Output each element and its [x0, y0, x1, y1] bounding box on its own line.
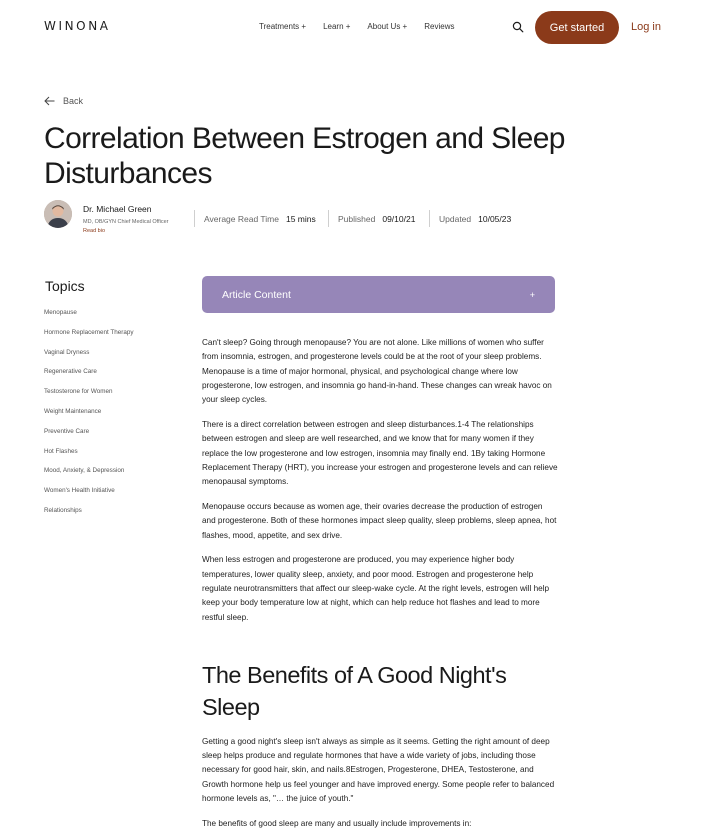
login-link[interactable]: Log in [631, 21, 661, 33]
published-label: Published [338, 214, 376, 224]
updated-date [439, 214, 511, 224]
published-date [338, 214, 415, 224]
author-name[interactable]: Dr. Michael Green [83, 204, 152, 214]
topic-hormone-replacement-therapy[interactable]: Hormone Replacement Therapy [44, 328, 134, 336]
read-time [204, 214, 316, 224]
topic-regenerative-care[interactable]: Regenerative Care [44, 368, 97, 376]
main-nav [259, 22, 454, 31]
page-title: Correlation Between Estrogen and Sleep Disturbances [44, 122, 565, 190]
topics-title: Topics [45, 278, 85, 294]
article-paragraph: When less estrogen and progesterone are produced, you may experience higher body temperatures, lower quality sleep, anxiety, and poor mood. Estrogen and progesterone help regulate neurotransmitters that affect our sleep-wake cycle. At the right levels, estrogen will help keep your body temperature low at night, which can help reduce hot flashes and lead to more restful sleep. [202, 555, 550, 622]
published-value: 09/10/21 [382, 214, 416, 224]
article-content-accordion[interactable] [202, 276, 555, 313]
get-started-button[interactable]: Get started [535, 11, 619, 44]
topic-testosterone-for-women[interactable]: Testosterone for Women [44, 388, 113, 396]
meta-divider [328, 210, 329, 227]
plus-icon: + [529, 289, 535, 300]
accordion-label: Article Content [222, 288, 291, 301]
topic-relationships[interactable]: Relationships [44, 506, 82, 514]
article-paragraph: Can't sleep? Going through menopause? You are not alone. Like millions of women who suffer from insomnia, estrogen, and progesterone levels could be at the root of your sleep problems. Menopause is a time of major hormonal, physical, and psychological change where low progesterone, low estrogen, and insomnia go hand-in-hand. These changes can wreak havoc on your sleep cycles. [202, 338, 552, 405]
article-paragraph: The benefits of good sleep are many and usually include improvements in: [202, 818, 472, 828]
nav-reviews[interactable]: Reviews [424, 22, 455, 31]
meta-divider [194, 210, 195, 227]
topic-vaginal-dryness[interactable]: Vaginal Dryness [44, 348, 90, 356]
article-body [202, 336, 558, 840]
read-bio-link[interactable]: Read bio [83, 228, 106, 234]
brand-logo[interactable]: WINONA [44, 19, 111, 33]
read-time-value: 15 mins [285, 214, 316, 224]
author-role: MD, OB/GYN Chief Medical Officer [83, 219, 169, 225]
site-header [0, 0, 704, 56]
topic-weight-maintenance[interactable]: Weight Maintenance [44, 407, 102, 415]
topic-preventive-care[interactable]: Preventive Care [44, 427, 90, 435]
search-icon[interactable] [512, 21, 524, 33]
article-paragraph: Getting a good night's sleep isn't always as simple as it seems. Getting the right amount of deep sleep helps produce and regulate hormones that have a wide variety of jobs, including those necessary for good hair, skin, and nails.8Estrogen, Progesterone, DHEA, Testosterone, and Growth hormone help us feel younger and have improved energy. Some people refer to balanced hormone levels as, "… the juice of youth." [202, 736, 555, 804]
updated-value: 10/05/23 [478, 214, 512, 224]
read-time-label: Average Read Time [204, 214, 279, 224]
arrow-left-icon [44, 96, 55, 106]
meta-divider [429, 210, 430, 227]
topics-list [44, 308, 134, 526]
nav-treatments[interactable]: Treatments + [259, 22, 307, 31]
nav-about-us[interactable]: About Us + [367, 22, 408, 31]
topic-womens-health-initiative[interactable]: Women's Health Initiative [44, 487, 115, 495]
nav-learn[interactable]: Learn + [323, 22, 351, 31]
article-paragraph: Menopause occurs because as women age, their ovaries decrease the production of estrogen and progesterone. Both of these hormones impact sleep quality, sleep problems, sleep apnea, hot flashes, mood, appetite, and sex drive. [202, 501, 557, 540]
topic-hot-flashes[interactable]: Hot Flashes [44, 447, 78, 455]
back-label: Back [63, 96, 84, 106]
updated-label: Updated [439, 214, 472, 224]
article-paragraph: There is a direct correlation between estrogen and sleep disturbances.1-4 The relationships between estrogen and sleep are well researched, and we know that for many women if they replace the low progesterone and low estrogen, insomnia may finally end. 1By taking Hormone Replacement Therapy (HRT), you increase your estrogen and progesterone levels and can relieve menopausal symptoms. [202, 419, 558, 487]
back-link[interactable] [44, 96, 83, 106]
topic-mood-anxiety-depression[interactable]: Mood, Anxiety, & Depression [44, 467, 125, 475]
section-heading: The Benefits of A Good Night's Sleep [202, 661, 507, 720]
author-avatar [44, 200, 72, 228]
topic-menopause[interactable]: Menopause [44, 309, 77, 316]
